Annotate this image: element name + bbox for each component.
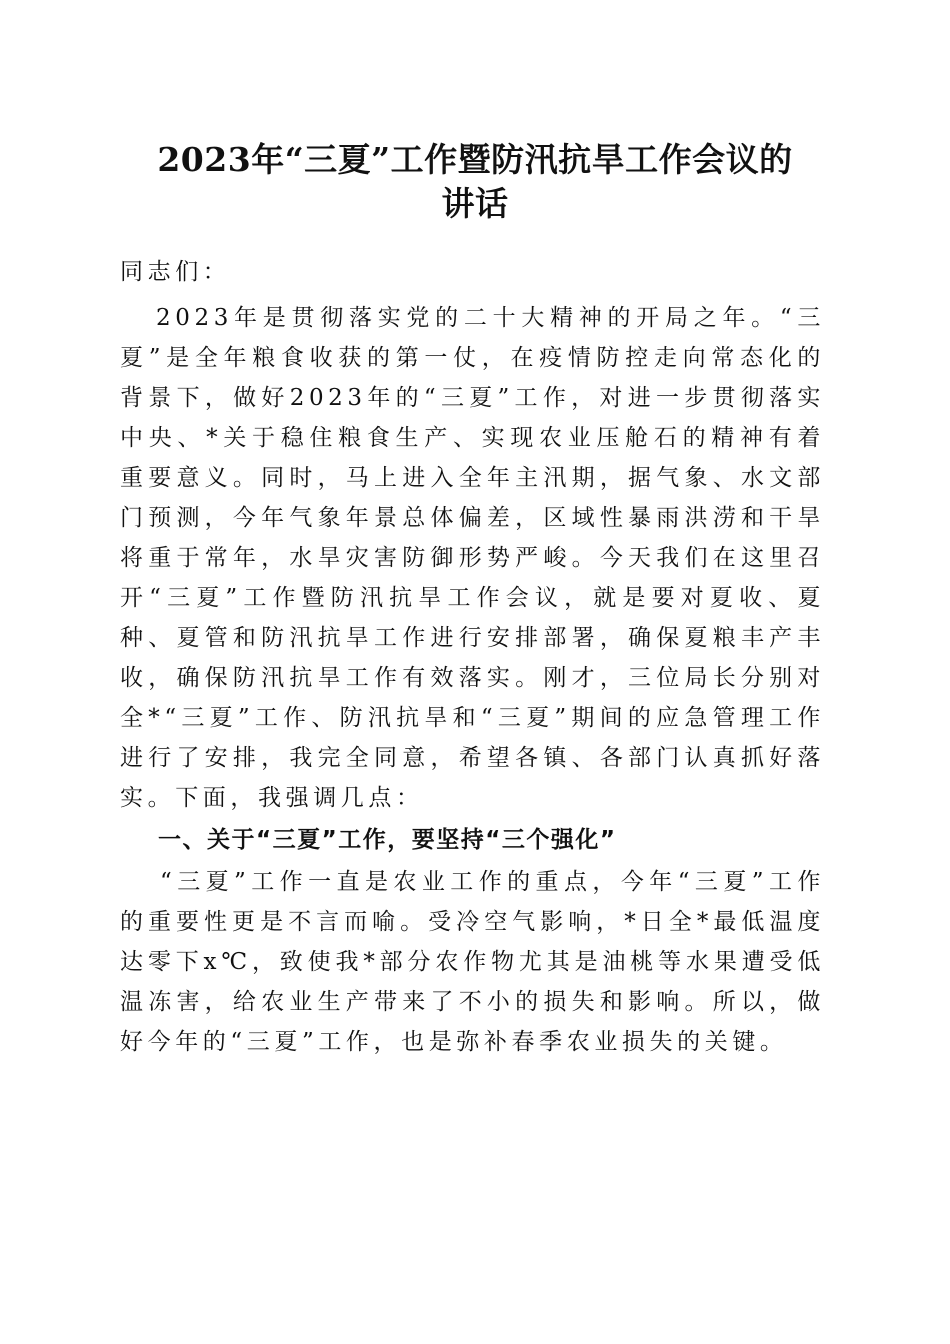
title-line-2: 讲话 [441, 184, 509, 223]
paragraph-section-1: “三夏”工作一直是农业工作的重点，今年“三夏”工作的重要性更是不言而喻。受冷空气影响，*日全*最低温度达零下x℃，致使我*部分农作物尤其是油桃等水果遭受低温冻害，给农业生产带来了不小的损失和影响。所以，做好今年的“三夏”工作，也是弥补春季农业损失的关键。 [120, 869, 825, 1055]
section-heading-1: 一、关于“三夏”工作，要坚持“三个强化” [158, 827, 617, 853]
document-title [110, 138, 840, 226]
paragraph-intro: 2023年是贯彻落实党的二十大精神的开局之年。“三夏”是全年粮食收获的第一仗，在疫情防控走向常态化的背景下，做好2023年的“三夏”工作，对进一步贯彻落实中央、*关于稳住粮食生产、实现农业压舱石的精神有着重要意义。同时，马上进入全年主汛期，据气象、水文部门预测，今年气象年景总体偏差，区域性暴雨洪涝和干旱将重于常年，水旱灾害防御形势严峻。今天我们在这里召开“三夏”工作暨防汛抗旱工作会议，就是要对夏收、夏种、夏管和防汛抗旱工作进行安排部署，确保夏粮丰产丰收，确保防汛抗旱工作有效落实。刚才，三位局长分别对全*“三夏”工作、防汛抗旱和“三夏”期间的应急管理工作进行了安排，我完全同意，希望各镇、各部门认真抓好落实。下面，我强调几点： [120, 305, 825, 811]
title-line-1: 2023年“三夏”工作暨防汛抗旱工作会议的 [157, 140, 793, 179]
salutation: 同志们： [120, 259, 231, 285]
document-body [120, 252, 825, 1062]
